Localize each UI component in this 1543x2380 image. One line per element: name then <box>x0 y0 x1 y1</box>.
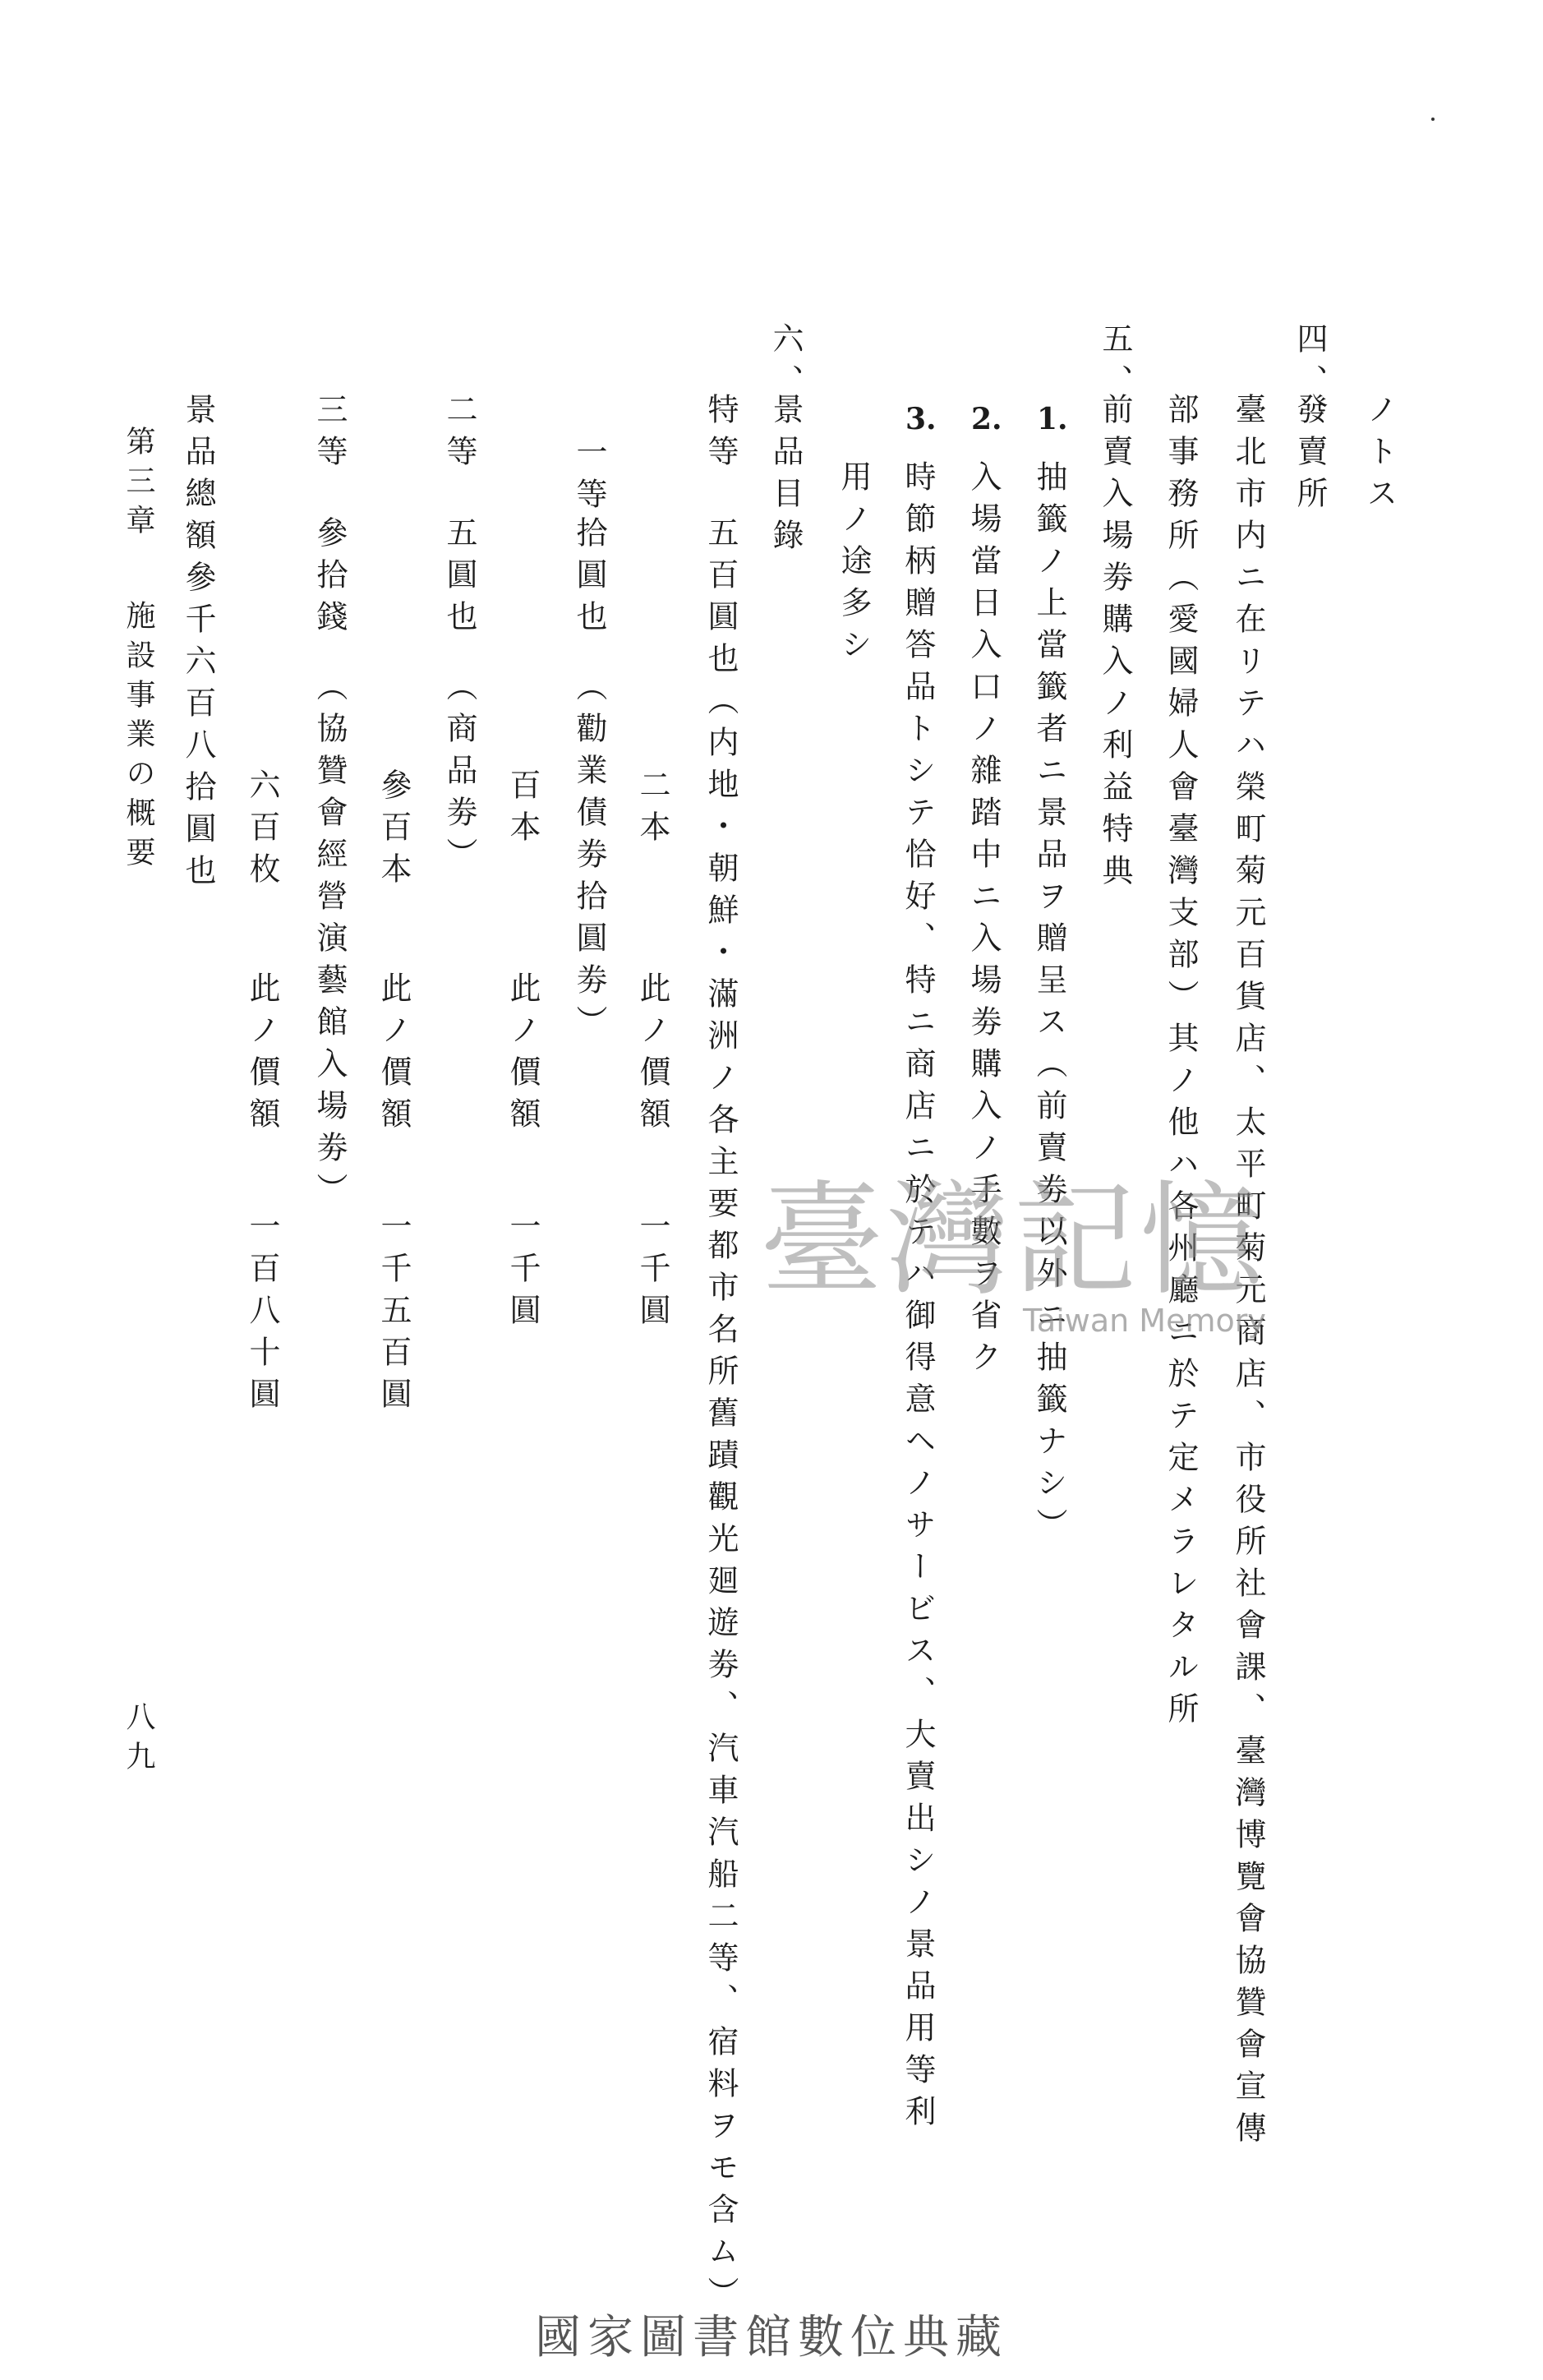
prize-second-value-label: 此ノ價額 <box>375 971 412 1139</box>
text-column-continuation: ノトス <box>1361 393 1398 519</box>
section-number-5: 五、 <box>1097 322 1133 406</box>
prize-first-description: （勸業債劵拾圓劵） <box>571 670 607 1047</box>
prize-third-amount: 參拾錢 <box>311 516 348 642</box>
prize-second-quantity: 參百本 <box>375 768 412 894</box>
prize-second-total-value: 一千五百圓 <box>375 1210 412 1419</box>
prize-second-amount: 五圓也 <box>441 516 477 642</box>
chapter-label: 第三章 <box>122 426 155 544</box>
list-number-2: 2. <box>971 402 1002 436</box>
prize-special-description: 五百圓也（内地・朝鮮・滿洲ノ各主要都市名所舊蹟觀光廻遊劵、汽車汽船二等、宿料ヲモ含ム） <box>702 516 739 2318</box>
section-number-4: 四、 <box>1292 322 1328 406</box>
list-item-skip-queue: 入場當日入口ノ雜踏中ニ入場劵購入ノ手數ヲ省ク <box>965 460 1002 1382</box>
section-number-6: 六、 <box>767 322 804 406</box>
prize-first-quantity: 百本 <box>504 768 541 852</box>
list-number-3: 3. <box>905 402 937 436</box>
chapter-title: 施設事業の概要 <box>122 600 155 876</box>
prize-third-description: （協贊會經營演藝館入場劵） <box>311 670 348 1215</box>
prize-rank-special: 特等 <box>702 393 739 477</box>
prize-rank-first: 一等 <box>571 436 607 519</box>
prize-second-description: （商品劵） <box>441 670 477 879</box>
prize-special-quantity: 二本 <box>634 768 670 852</box>
watermark-logo-characters: 臺灣記憶 <box>760 1169 1267 1312</box>
prize-third-value-label: 此ノ價額 <box>244 971 280 1139</box>
prize-third-total-value: 一百八十圓 <box>244 1210 280 1419</box>
list-number-1: 1. <box>1037 402 1068 436</box>
prize-rank-second: 二等 <box>441 393 477 477</box>
page-number: 八九 <box>122 1701 155 1780</box>
prize-grand-total: 景品總額參千六百八拾圓也 <box>180 393 216 896</box>
prize-first-value-label: 此ノ價額 <box>504 971 541 1139</box>
text-column-sales-locations-2: 部事務所（愛國婦人會臺灣支部）其ノ他ハ各州廳ニ於テ定メラレタル所 <box>1163 393 1199 1734</box>
text-column-sales-locations-1: 臺北市内ニ在リテハ榮町菊元百貨店、太平町菊元商店、市役所社會課、臺灣博覽會協贊會宣傳 <box>1230 393 1266 2153</box>
list-item-lottery-prize: 抽籤ノ上當籤者ニ景品ヲ贈呈ス（前賣劵以外ニ抽籤ナシ） <box>1031 460 1067 1550</box>
section-heading-advance-ticket-benefits: 前賣入場劵購入ノ利益特典 <box>1097 393 1133 896</box>
section-heading-sales-locations: 發賣所 <box>1292 393 1328 519</box>
prize-special-total-value: 一千圓 <box>634 1210 670 1335</box>
prize-first-total-value: 一千圓 <box>504 1210 541 1335</box>
prize-first-amount: 拾圓也 <box>571 516 607 642</box>
scan-speck <box>1431 118 1435 121</box>
library-footer-stamp: 國家圖書館數位典藏 <box>535 2311 1008 2364</box>
prize-special-value-label: 此ノ價額 <box>634 971 670 1139</box>
watermark-subtitle: Taiwan Memory <box>1023 1303 1266 1339</box>
section-heading-prize-list: 景品目錄 <box>767 393 804 560</box>
list-item-gift-use: 時節柄贈答品トシテ恰好、特ニ商店ニ於テハ御得意ヘノサービス、大賣出シノ景品用等利 <box>900 460 936 2137</box>
prize-third-quantity: 六百枚 <box>244 768 280 894</box>
prize-rank-third: 三等 <box>311 393 348 477</box>
list-item-gift-use-continued: 用ノ途多シ <box>836 460 872 670</box>
